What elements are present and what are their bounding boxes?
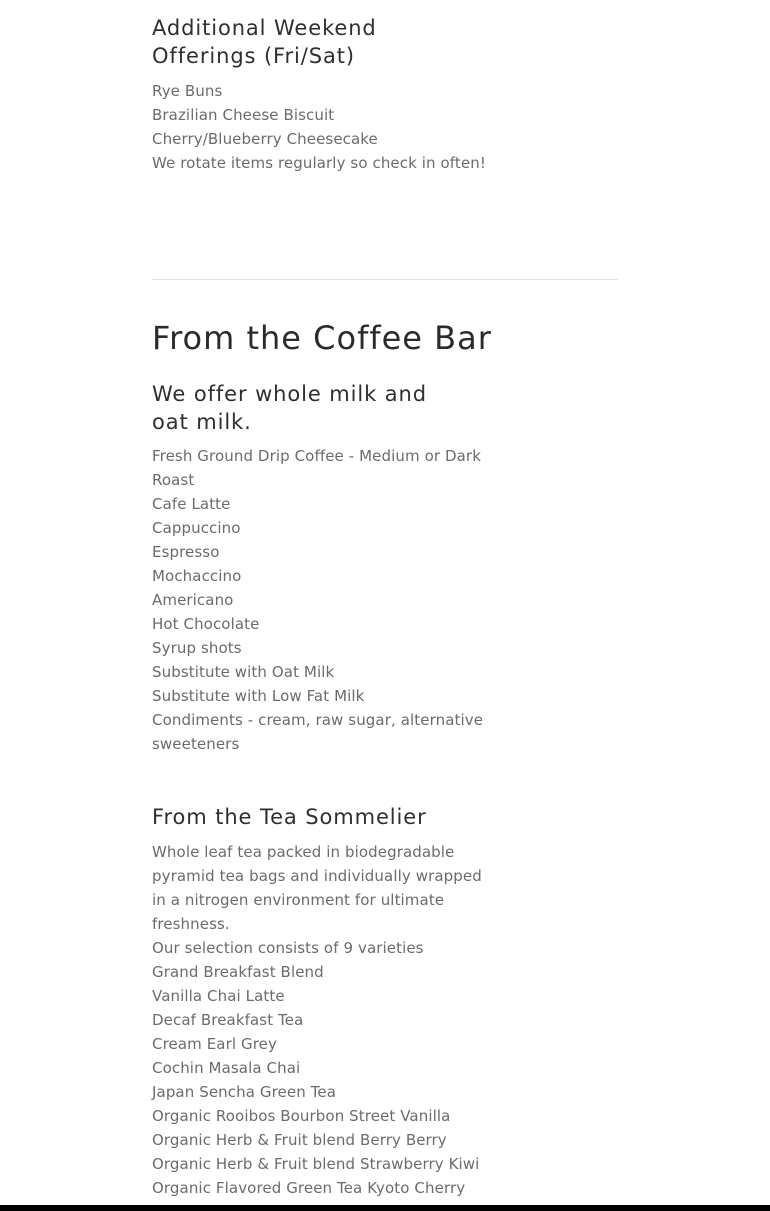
list-item: Cochin Masala Chai xyxy=(152,1059,301,1077)
list-item: Cafe Latte xyxy=(152,495,231,513)
weekend-offerings-title: Additional Weekend Offerings (Fri/Sat) xyxy=(152,16,377,68)
list-item: Espresso xyxy=(152,543,220,561)
list-item: Cherry/Blueberry Cheesecake xyxy=(152,130,378,148)
list-item: Decaf Breakfast Tea xyxy=(152,1011,304,1029)
list-item: Organic Rooibos Bourbon Street Vanilla xyxy=(152,1107,451,1125)
list-item: Organic Herb & Fruit blend Strawberry Kiwi xyxy=(152,1155,480,1173)
list-item: Fresh Ground Drip Coffee - Medium or Dark Roast xyxy=(152,447,481,489)
coffee-bar-heading: From the Coffee Bar xyxy=(152,319,492,357)
coffee-bar-list xyxy=(152,444,492,756)
list-item: Mochaccino xyxy=(152,567,242,585)
list-item: Syrup shots xyxy=(152,639,242,657)
list-item: We rotate items regularly so check in often! xyxy=(152,154,486,172)
tea-sommelier-list xyxy=(152,840,492,1200)
list-item: Substitute with Low Fat Milk xyxy=(152,687,365,705)
list-item: Rye Buns xyxy=(152,82,223,100)
list-item: Our selection consists of 9 varieties xyxy=(152,939,424,957)
list-item: Hot Chocolate xyxy=(152,615,260,633)
list-item: Organic Flavored Green Tea Kyoto Cherry xyxy=(152,1179,466,1197)
list-item: Brazilian Cheese Biscuit xyxy=(152,106,335,124)
weekend-offerings-list xyxy=(152,79,492,175)
list-item: Whole leaf tea packed in biodegradable pyramid tea bags and individually wrapped in a nitrogen environment for ultimate freshness. xyxy=(152,843,482,933)
list-item: Cappuccino xyxy=(152,519,241,537)
tea-sommelier-title: From the Tea Sommelier xyxy=(152,805,427,829)
bottom-edge-bar xyxy=(0,1205,770,1211)
list-item: Grand Breakfast Blend xyxy=(152,963,324,981)
milk-options-title: We offer whole milk and oat milk. xyxy=(152,382,427,434)
list-item: Vanilla Chai Latte xyxy=(152,987,285,1005)
list-item: Organic Herb & Fruit blend Berry Berry xyxy=(152,1131,447,1149)
section-divider xyxy=(152,279,618,280)
list-item: Cream Earl Grey xyxy=(152,1035,277,1053)
list-item: Substitute with Oat Milk xyxy=(152,663,335,681)
list-item: Americano xyxy=(152,591,234,609)
list-item: Japan Sencha Green Tea xyxy=(152,1083,337,1101)
list-item: Condiments - cream, raw sugar, alternative sweeteners xyxy=(152,711,484,753)
